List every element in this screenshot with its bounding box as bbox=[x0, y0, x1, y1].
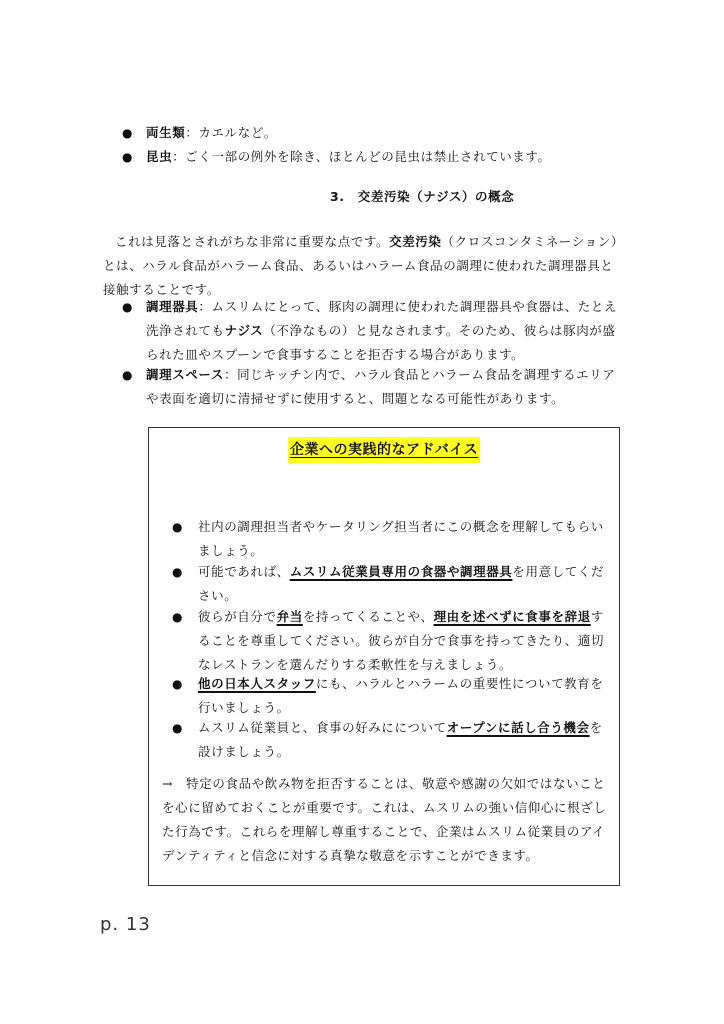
bullet-text: ：同じキッチン内で、ハラル食品とハラーム食品を調理するエリアや表面を適切に清掃せずに使用すると、問題となる可能性があります。 bbox=[146, 367, 616, 406]
bullet-dot: ● bbox=[122, 300, 134, 314]
bullet-term: 調理スペース bbox=[146, 367, 224, 382]
advice-emphasis: 弁当 bbox=[276, 609, 303, 624]
advice-item bbox=[172, 560, 612, 608]
advice-item bbox=[172, 672, 612, 720]
bullet-dot: ● bbox=[172, 520, 184, 534]
bullet-text: ：ムスリムにとって、豚肉の調理に使われた調理器具や食器は、たとえ洗浄されても bbox=[146, 299, 618, 338]
bullet-dot: ● bbox=[122, 368, 134, 382]
advice-emphasis: オープンに話し合う機会 bbox=[446, 720, 590, 735]
advice-text: 彼らが自分で bbox=[198, 609, 277, 624]
bullet-dot: ● bbox=[172, 610, 184, 624]
advice-item bbox=[172, 515, 612, 563]
advice-emphasis: ムスリム従業員専用の食器や調理器具 bbox=[289, 564, 513, 579]
bullet-dot: ● bbox=[172, 677, 184, 691]
bullet-dot: ● bbox=[172, 565, 184, 579]
advice-emphasis: 理由を述べずに食事を辞退 bbox=[433, 609, 591, 624]
advice-emphasis: 他の日本人スタッフ bbox=[198, 676, 316, 691]
bullet-text: ：カエルなど。 bbox=[185, 125, 278, 140]
page-number: p. 13 bbox=[100, 914, 151, 935]
advice-text: することを尊重してください。彼らが自分で食事を持ってきたり、適切なレストランを選んだりする柔軟性を与えましょう。 bbox=[198, 609, 605, 672]
bullet-term: 調理器具 bbox=[146, 299, 199, 314]
bullet-text: ：ごく一部の例外を除き、ほとんどの昆虫は禁止されています。 bbox=[172, 149, 551, 164]
advice-text: 社内の調理担当者やケータリング担当者にこの概念を理解してもらいましょう。 bbox=[198, 519, 604, 558]
advice-box-title: 企業への実践的なアドバイス bbox=[288, 437, 480, 463]
bullet-term: 昆虫 bbox=[146, 149, 173, 164]
advice-conclusion: → 特定の食品や飲み物を拒否することは、敬意や感謝の欠如ではないことを心に留めておくことが重要です。これは、ムスリムの強い信仰心に根ざした行為です。これらを理解し尊重することで、企業はムスリム従業員のアイデンティティと信念に対する真摯な敬意を示すことができます。 bbox=[162, 776, 607, 863]
advice-text: を設けましょう。 bbox=[198, 720, 603, 759]
bullet-dot: ● bbox=[122, 150, 134, 164]
paragraph-term: 交差汚染 bbox=[389, 234, 442, 249]
section-heading: 3. 交差汚染（ナジス）の概念 bbox=[330, 189, 515, 204]
bullet-text: （不浄なもの）と見なされます。そのため、彼らは豚肉が盛られた皿やスプーンで食事することを拒否する場合があります。 bbox=[146, 323, 616, 362]
bullet-term: 両生類 bbox=[146, 125, 186, 140]
bullet-kitchen-space bbox=[122, 363, 622, 411]
advice-text: を用意してください。 bbox=[198, 564, 605, 603]
paragraph-text: （クロスコンタミネーション）とは、ハラル食品がハラーム食品、あるいはハラーム食品の調理に使われた調理器具と接触することです。 bbox=[103, 234, 618, 297]
bullet-dot: ● bbox=[122, 126, 134, 140]
advice-text: 可能であれば、 bbox=[198, 564, 290, 579]
advice-item bbox=[172, 716, 612, 764]
bullet-term: ナジス bbox=[224, 323, 264, 338]
section-paragraph bbox=[103, 230, 623, 302]
advice-text: にも、ハラルとハラームの重要性について教育を行いましょう。 bbox=[198, 676, 604, 715]
bullet-amphibians bbox=[122, 121, 622, 145]
paragraph-text: これは見落とされがちな非常に重要な点です。 bbox=[115, 234, 390, 249]
bullet-utensils bbox=[122, 295, 622, 367]
bullet-insects bbox=[122, 145, 622, 169]
advice-text: を持ってくることや、 bbox=[302, 609, 434, 624]
bullet-dot: ● bbox=[172, 721, 184, 735]
advice-text: ムスリム従業員と、食事の好みにについて bbox=[198, 720, 447, 735]
advice-item bbox=[172, 605, 612, 677]
